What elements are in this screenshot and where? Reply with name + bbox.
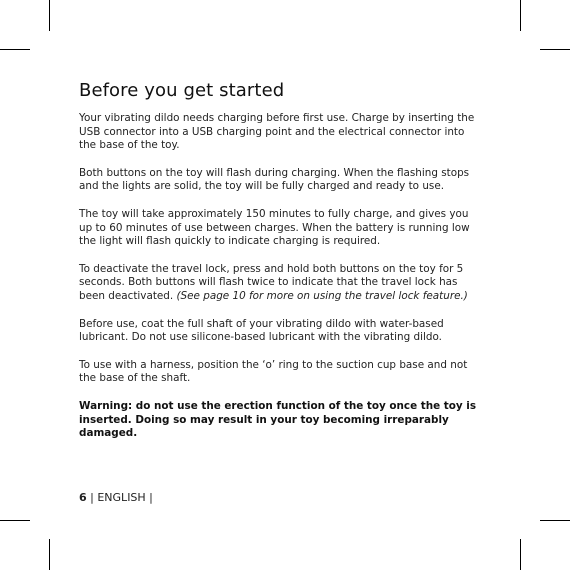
- paragraph-charge-time: [79, 208, 479, 249]
- crop-mark-bottom-right: [520, 539, 521, 570]
- crop-mark-bottom-left: [0, 520, 30, 521]
- paragraph-charging: [79, 112, 479, 153]
- crop-mark-bottom-left: [49, 539, 50, 570]
- crop-mark-bottom-right: [540, 520, 570, 521]
- page-title: Before you get started: [79, 80, 285, 101]
- crop-mark-top-right: [540, 49, 570, 50]
- paragraph-lubricant: [79, 318, 479, 345]
- paragraph-text: To use with a harness, position the ‘o’ ring to the suction cup base and not the base of the shaft.: [79, 358, 468, 385]
- paragraph-text: Before use, coat the full shaft of your vibrating dildo with water-based lubricant. Do not use silicone-based lubricant with the vibrating dildo.: [79, 317, 444, 344]
- paragraph-text: To deactivate the travel lock, press and hold both buttons on the toy for 5 seconds. Both buttons will flash twice to indicate that the travel lock has been deactivated.: [79, 262, 464, 302]
- paragraph-text: The toy will take approximately 150 minutes to fully charge, and gives you up to 60 minutes of use between charges. When the battery is running low the light will flash quickly to indicate charging is required.: [79, 207, 470, 248]
- section-label: | ENGLISH |: [90, 491, 153, 504]
- page-footer: [79, 491, 153, 505]
- paragraph-text: Both buttons on the toy will flash during charging. When the flashing stops and the lights are solid, the toy will be fully charged and ready to use.: [79, 166, 470, 193]
- crop-mark-top-left: [0, 49, 30, 50]
- crop-mark-top-left: [49, 0, 50, 31]
- paragraph-harness: [79, 359, 479, 386]
- paragraph-text: Your vibrating dildo needs charging before first use. Charge by inserting the USB connector into a USB charging point and the electrical connector into the base of the toy.: [79, 112, 475, 152]
- page-number: 6: [79, 491, 87, 504]
- paragraph-note: (See page 10 for more on using the travel lock feature.): [176, 289, 468, 302]
- paragraph-buttons-flash: [79, 167, 479, 194]
- paragraph-travel-lock: [79, 263, 479, 304]
- warning-text: Warning: do not use the erection function of the toy once the toy is inserted. Doing so may result in your toy becoming irreparably damaged.: [79, 399, 477, 440]
- crop-mark-top-right: [520, 0, 521, 31]
- page-content: [79, 80, 479, 441]
